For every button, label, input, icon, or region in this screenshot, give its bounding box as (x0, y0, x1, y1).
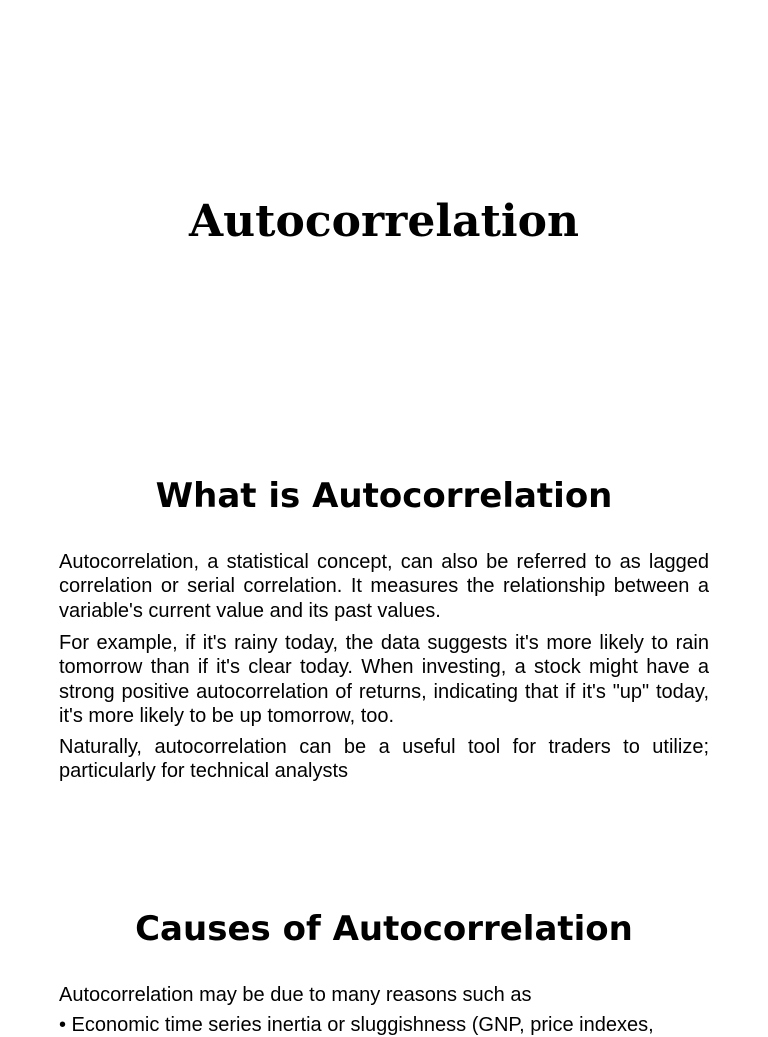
paragraph: Naturally, autocorrelation can be a useful tool for traders to utilize; particularly for technical analysts (59, 736, 709, 783)
paragraph: For example, if it's rainy today, the data suggests it's more likely to rain tomorrow than if it's clear today. When investing, a stock might have a strong positive autocorrelation of returns, indicating that if it's "up" today, it's more likely to be up tomorrow, too. (59, 632, 709, 727)
section-heading: What is Autocorrelation (155, 476, 613, 516)
document-title: Autocorrelation (189, 196, 579, 247)
bullet-item: • Economic time series inertia or sluggishness (GNP, price indexes, (59, 1014, 654, 1036)
paragraph: Autocorrelation, a statistical concept, can also be referred to as lagged correlation or serial correlation. It measures the relationship between a variable's current value and its past values. (59, 551, 709, 622)
section-heading: Causes of Autocorrelation (135, 909, 633, 949)
paragraph: Autocorrelation may be due to many reasons such as (59, 984, 532, 1006)
